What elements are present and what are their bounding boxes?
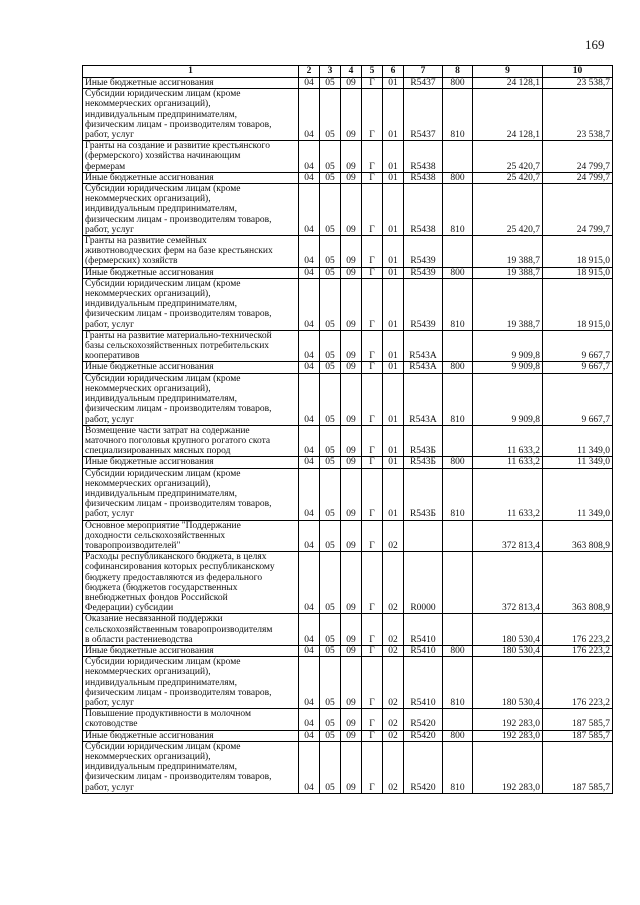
table-row — [83, 645, 613, 656]
code-direction: R5410 — [404, 614, 443, 646]
code-direction: R5438 — [404, 172, 443, 183]
table-row — [83, 614, 613, 646]
row-name: Субсидии юридическим лицам (кроме некоммерческих организаций), индивидуальным предпринимателям, физическим лицам - производителям товаров, работ, услуг — [83, 657, 299, 709]
code-direction: R543Б — [404, 457, 443, 468]
code-expense-type — [443, 141, 473, 173]
amount-year2: 24 799,7 — [543, 172, 613, 183]
row-name: Повышение продуктивности в молочном скотоводстве — [83, 709, 299, 730]
amount-year2: 24 799,7 — [543, 184, 613, 236]
code-section: 04 — [299, 657, 320, 709]
code-activity: 01 — [383, 267, 404, 278]
amount-year2: 11 349,0 — [543, 425, 613, 457]
code-expense-type: 810 — [443, 657, 473, 709]
code-subprogram: Г — [362, 425, 383, 457]
row-name: Иные бюджетные ассигнования — [83, 78, 299, 89]
code-expense-type: 800 — [443, 172, 473, 183]
code-expense-type: 800 — [443, 78, 473, 89]
row-name: Иные бюджетные ассигнования — [83, 730, 299, 741]
code-subprogram: Г — [362, 645, 383, 656]
code-direction: R5438 — [404, 184, 443, 236]
code-subsection: 05 — [320, 236, 341, 268]
amount-year2: 187 585,7 — [543, 741, 613, 793]
code-program: 09 — [341, 457, 362, 468]
row-name: Возмещение части затрат на содержание маточного поголовья крупного рогатого скота специализированных мясных пород — [83, 425, 299, 457]
code-program: 09 — [341, 741, 362, 793]
code-subprogram: Г — [362, 267, 383, 278]
code-activity: 02 — [383, 552, 404, 614]
budget-table — [82, 65, 613, 794]
table-row — [83, 657, 613, 709]
code-subprogram: Г — [362, 730, 383, 741]
code-expense-type: 800 — [443, 645, 473, 656]
code-subsection: 05 — [320, 520, 341, 552]
code-direction: R543A — [404, 362, 443, 373]
table-row — [83, 730, 613, 741]
code-program: 09 — [341, 362, 362, 373]
code-section: 04 — [299, 236, 320, 268]
code-subprogram: Г — [362, 520, 383, 552]
amount-year1: 19 388,7 — [473, 267, 543, 278]
code-activity: 01 — [383, 89, 404, 141]
code-subprogram: Г — [362, 362, 383, 373]
amount-year1: 180 530,4 — [473, 614, 543, 646]
code-activity: 02 — [383, 709, 404, 730]
amount-year2: 9 667,7 — [543, 330, 613, 362]
amount-year2: 11 349,0 — [543, 457, 613, 468]
table-row — [83, 741, 613, 793]
code-subprogram: Г — [362, 330, 383, 362]
column-header: 3 — [320, 66, 341, 78]
code-direction: R5410 — [404, 645, 443, 656]
code-section: 04 — [299, 552, 320, 614]
code-expense-type: 810 — [443, 373, 473, 425]
code-section: 04 — [299, 373, 320, 425]
code-subprogram: Г — [362, 657, 383, 709]
code-direction: R5439 — [404, 236, 443, 268]
code-direction: R5410 — [404, 657, 443, 709]
amount-year1: 192 283,0 — [473, 741, 543, 793]
code-program: 09 — [341, 89, 362, 141]
table-row — [83, 172, 613, 183]
code-section: 04 — [299, 362, 320, 373]
code-expense-type: 800 — [443, 267, 473, 278]
code-section: 04 — [299, 468, 320, 520]
code-direction: R5438 — [404, 141, 443, 173]
amount-year1: 19 388,7 — [473, 236, 543, 268]
code-program: 09 — [341, 78, 362, 89]
code-direction: R543Б — [404, 468, 443, 520]
code-program: 09 — [341, 425, 362, 457]
code-expense-type — [443, 614, 473, 646]
row-name: Субсидии юридическим лицам (кроме некоммерческих организаций), индивидуальным предпринимателям, физическим лицам - производителям товаров, работ, услуг — [83, 184, 299, 236]
code-subprogram: Г — [362, 278, 383, 330]
code-subsection: 05 — [320, 89, 341, 141]
amount-year2: 176 223,2 — [543, 657, 613, 709]
code-program: 09 — [341, 373, 362, 425]
code-subsection: 05 — [320, 468, 341, 520]
table-row — [83, 709, 613, 730]
table-row — [83, 278, 613, 330]
amount-year2: 187 585,7 — [543, 730, 613, 741]
code-subprogram: Г — [362, 89, 383, 141]
column-header: 4 — [341, 66, 362, 78]
amount-year1: 180 530,4 — [473, 657, 543, 709]
code-expense-type: 800 — [443, 362, 473, 373]
code-direction: R5420 — [404, 709, 443, 730]
code-section: 04 — [299, 172, 320, 183]
code-subsection: 05 — [320, 278, 341, 330]
row-name: Субсидии юридическим лицам (кроме некоммерческих организаций), индивидуальным предпринимателям, физическим лицам - производителям товаров, работ, услуг — [83, 89, 299, 141]
code-program: 09 — [341, 141, 362, 173]
table-row — [83, 457, 613, 468]
amount-year2: 9 667,7 — [543, 362, 613, 373]
table-row — [83, 78, 613, 89]
code-section: 04 — [299, 645, 320, 656]
code-subsection: 05 — [320, 657, 341, 709]
code-expense-type — [443, 552, 473, 614]
amount-year1: 9 909,8 — [473, 330, 543, 362]
code-section: 04 — [299, 141, 320, 173]
column-header: 7 — [404, 66, 443, 78]
code-direction — [404, 520, 443, 552]
code-subprogram: Г — [362, 614, 383, 646]
amount-year2: 24 799,7 — [543, 141, 613, 173]
code-subsection: 05 — [320, 267, 341, 278]
code-direction: R543A — [404, 330, 443, 362]
code-subprogram: Г — [362, 184, 383, 236]
code-expense-type — [443, 709, 473, 730]
column-header: 6 — [383, 66, 404, 78]
code-expense-type: 800 — [443, 457, 473, 468]
code-subsection: 05 — [320, 645, 341, 656]
table-row — [83, 141, 613, 173]
code-activity: 02 — [383, 614, 404, 646]
amount-year1: 24 128,1 — [473, 78, 543, 89]
code-section: 04 — [299, 278, 320, 330]
table-row — [83, 373, 613, 425]
column-header: 2 — [299, 66, 320, 78]
code-program: 09 — [341, 184, 362, 236]
code-expense-type — [443, 236, 473, 268]
code-subsection: 05 — [320, 184, 341, 236]
code-expense-type: 810 — [443, 278, 473, 330]
code-subprogram: Г — [362, 468, 383, 520]
code-section: 04 — [299, 184, 320, 236]
code-direction: R5420 — [404, 741, 443, 793]
row-name: Расходы республиканского бюджета, в целях софинансирования которых республиканскому бюджету предоставляются из федерального бюджета (бюджетов государственных внебюджетных фондов Российской Федерации) субсидии — [83, 552, 299, 614]
code-activity: 01 — [383, 184, 404, 236]
amount-year1: 25 420,7 — [473, 172, 543, 183]
code-expense-type: 810 — [443, 741, 473, 793]
row-name: Иные бюджетные ассигнования — [83, 645, 299, 656]
code-activity: 01 — [383, 330, 404, 362]
code-subprogram: Г — [362, 78, 383, 89]
code-section: 04 — [299, 330, 320, 362]
amount-year2: 11 349,0 — [543, 468, 613, 520]
amount-year2: 18 915,0 — [543, 267, 613, 278]
amount-year1: 19 388,7 — [473, 278, 543, 330]
row-name: Субсидии юридическим лицам (кроме некоммерческих организаций), индивидуальным предпринимателям, физическим лицам - производителям товаров, работ, услуг — [83, 741, 299, 793]
amount-year1: 24 128,1 — [473, 89, 543, 141]
amount-year2: 176 223,2 — [543, 614, 613, 646]
code-subsection: 05 — [320, 373, 341, 425]
row-name: Иные бюджетные ассигнования — [83, 362, 299, 373]
code-subsection: 05 — [320, 172, 341, 183]
table-row — [83, 468, 613, 520]
code-activity: 02 — [383, 741, 404, 793]
table-row — [83, 184, 613, 236]
code-activity: 01 — [383, 362, 404, 373]
amount-year2: 23 538,7 — [543, 78, 613, 89]
code-activity: 01 — [383, 278, 404, 330]
code-direction: R5439 — [404, 267, 443, 278]
code-program: 09 — [341, 236, 362, 268]
code-activity: 02 — [383, 730, 404, 741]
column-header: 8 — [443, 66, 473, 78]
table-row — [83, 236, 613, 268]
code-subsection: 05 — [320, 362, 341, 373]
code-activity: 01 — [383, 425, 404, 457]
table-row — [83, 267, 613, 278]
code-activity: 01 — [383, 468, 404, 520]
code-program: 09 — [341, 657, 362, 709]
amount-year2: 363 808,9 — [543, 520, 613, 552]
code-subsection: 05 — [320, 425, 341, 457]
code-subprogram: Г — [362, 141, 383, 173]
row-name: Субсидии юридическим лицам (кроме некоммерческих организаций), индивидуальным предпринимателям, физическим лицам - производителям товаров, работ, услуг — [83, 468, 299, 520]
code-direction: R0000 — [404, 552, 443, 614]
header-row — [83, 66, 613, 78]
code-subsection: 05 — [320, 730, 341, 741]
code-program: 09 — [341, 172, 362, 183]
code-expense-type — [443, 520, 473, 552]
code-activity: 02 — [383, 657, 404, 709]
table-row — [83, 552, 613, 614]
code-activity: 01 — [383, 172, 404, 183]
code-section: 04 — [299, 89, 320, 141]
code-program: 09 — [341, 468, 362, 520]
code-section: 04 — [299, 267, 320, 278]
amount-year1: 25 420,7 — [473, 184, 543, 236]
code-section: 04 — [299, 614, 320, 646]
code-activity: 02 — [383, 520, 404, 552]
code-subprogram: Г — [362, 552, 383, 614]
code-direction: R5420 — [404, 730, 443, 741]
row-name: Иные бюджетные ассигнования — [83, 267, 299, 278]
code-program: 09 — [341, 614, 362, 646]
code-activity: 01 — [383, 236, 404, 268]
code-expense-type — [443, 425, 473, 457]
amount-year1: 372 813,4 — [473, 520, 543, 552]
code-activity: 01 — [383, 373, 404, 425]
row-name: Субсидии юридическим лицам (кроме некоммерческих организаций), индивидуальным предпринимателям, физическим лицам - производителям товаров, работ, услуг — [83, 278, 299, 330]
column-header: 5 — [362, 66, 383, 78]
code-subsection: 05 — [320, 141, 341, 173]
row-name: Иные бюджетные ассигнования — [83, 457, 299, 468]
code-expense-type: 810 — [443, 468, 473, 520]
row-name: Гранты на создание и развитие крестьянского (фермерского) хозяйства начинающим фермерам — [83, 141, 299, 173]
amount-year2: 18 915,0 — [543, 236, 613, 268]
column-header: 9 — [473, 66, 543, 78]
page-number: 169 — [585, 37, 605, 52]
amount-year1: 11 633,2 — [473, 468, 543, 520]
code-subsection: 05 — [320, 552, 341, 614]
code-program: 09 — [341, 552, 362, 614]
code-activity: 02 — [383, 645, 404, 656]
table-row — [83, 89, 613, 141]
code-subprogram: Г — [362, 172, 383, 183]
code-subsection: 05 — [320, 330, 341, 362]
amount-year1: 9 909,8 — [473, 373, 543, 425]
amount-year1: 180 530,4 — [473, 645, 543, 656]
row-name: Основное мероприятие "Поддержание доходности сельскохозяйственных товаропроизводителей" — [83, 520, 299, 552]
code-program: 09 — [341, 709, 362, 730]
amount-year1: 25 420,7 — [473, 141, 543, 173]
code-direction: R5437 — [404, 78, 443, 89]
table-row — [83, 520, 613, 552]
table-row — [83, 362, 613, 373]
row-name: Гранты на развитие семейных животноводческих ферм на базе крестьянских (фермерских) хозяйств — [83, 236, 299, 268]
code-direction: R5437 — [404, 89, 443, 141]
amount-year1: 11 633,2 — [473, 457, 543, 468]
code-program: 09 — [341, 645, 362, 656]
code-section: 04 — [299, 709, 320, 730]
table-body — [83, 78, 613, 794]
code-program: 09 — [341, 278, 362, 330]
code-subprogram: Г — [362, 457, 383, 468]
code-subsection: 05 — [320, 78, 341, 89]
code-expense-type — [443, 330, 473, 362]
code-expense-type: 800 — [443, 730, 473, 741]
amount-year1: 9 909,8 — [473, 362, 543, 373]
amount-year2: 363 808,9 — [543, 552, 613, 614]
code-section: 04 — [299, 730, 320, 741]
column-header: 10 — [543, 66, 613, 78]
code-subprogram: Г — [362, 741, 383, 793]
code-subprogram: Г — [362, 373, 383, 425]
table-row — [83, 330, 613, 362]
code-section: 04 — [299, 425, 320, 457]
code-activity: 01 — [383, 457, 404, 468]
code-section: 04 — [299, 457, 320, 468]
amount-year2: 23 538,7 — [543, 89, 613, 141]
code-expense-type: 810 — [443, 89, 473, 141]
code-program: 09 — [341, 730, 362, 741]
code-section: 04 — [299, 520, 320, 552]
code-direction: R543Б — [404, 425, 443, 457]
code-program: 09 — [341, 520, 362, 552]
row-name: Субсидии юридическим лицам (кроме некоммерческих организаций), индивидуальным предпринимателям, физическим лицам - производителям товаров, работ, услуг — [83, 373, 299, 425]
code-expense-type: 810 — [443, 184, 473, 236]
amount-year1: 11 633,2 — [473, 425, 543, 457]
column-header: 1 — [83, 66, 299, 78]
amount-year1: 192 283,0 — [473, 730, 543, 741]
code-program: 09 — [341, 267, 362, 278]
code-activity: 01 — [383, 141, 404, 173]
row-name: Иные бюджетные ассигнования — [83, 172, 299, 183]
amount-year2: 187 585,7 — [543, 709, 613, 730]
code-subprogram: Г — [362, 236, 383, 268]
code-subsection: 05 — [320, 709, 341, 730]
table-row — [83, 425, 613, 457]
amount-year1: 192 283,0 — [473, 709, 543, 730]
code-subsection: 05 — [320, 614, 341, 646]
code-activity: 01 — [383, 78, 404, 89]
code-subsection: 05 — [320, 457, 341, 468]
amount-year2: 9 667,7 — [543, 373, 613, 425]
code-section: 04 — [299, 78, 320, 89]
code-subprogram: Г — [362, 709, 383, 730]
code-direction: R5439 — [404, 278, 443, 330]
code-section: 04 — [299, 741, 320, 793]
row-name: Оказание несвязанной поддержки сельскохозяйственным товаропроизводителям в области растениеводства — [83, 614, 299, 646]
amount-year2: 176 223,2 — [543, 645, 613, 656]
code-direction: R543A — [404, 373, 443, 425]
amount-year2: 18 915,0 — [543, 278, 613, 330]
amount-year1: 372 813,4 — [473, 552, 543, 614]
code-program: 09 — [341, 330, 362, 362]
code-subsection: 05 — [320, 741, 341, 793]
row-name: Гранты на развитие материально-технической базы сельскохозяйственных потребительских кооперативов — [83, 330, 299, 362]
